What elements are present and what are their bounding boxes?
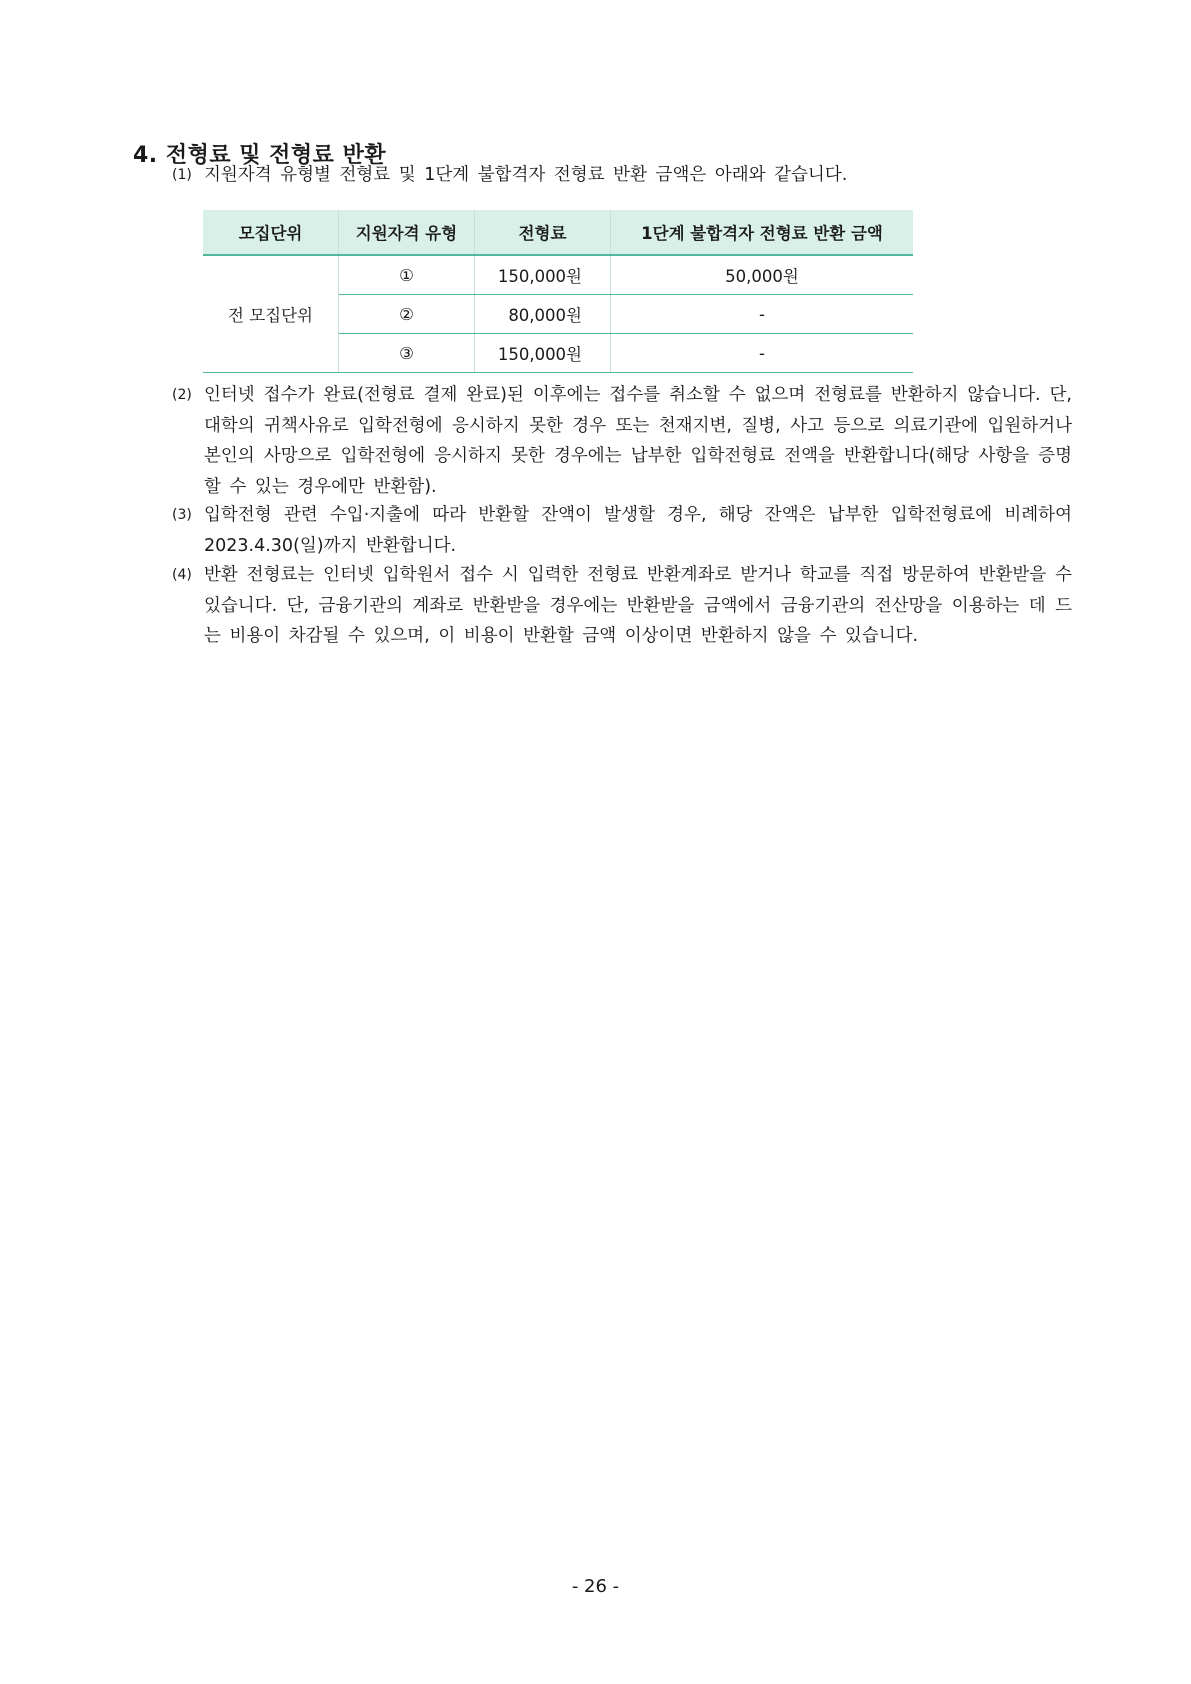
item-number: (3) [172,507,192,523]
refund-cell: - [611,334,914,373]
item-number: (1) [172,167,192,183]
table-row [203,255,913,295]
header-type: 지원자격 유형 [339,210,475,255]
list-item-2 [172,380,1072,502]
page-number: - 26 - [571,1576,620,1597]
list-item-1 [172,160,1072,191]
refund-cell: 50,000원 [611,255,914,295]
header-unit: 모집단위 [203,210,339,255]
list-item-3 [172,500,1072,561]
item-text: 지원자격 유형별 전형료 및 1단계 불합격자 전형료 반환 금액은 아래와 같습니다. [204,165,848,185]
header-fee: 전형료 [475,210,611,255]
fee-cell: 150,000원 [475,255,611,295]
list-item-4 [172,560,1072,652]
refund-cell: - [611,295,914,334]
header-refund: 1단계 불합격자 전형료 반환 금액 [611,210,914,255]
section-heading: 4. 전형료 및 전형료 반환 [133,143,387,168]
item-number: (2) [172,387,192,403]
item-number: (4) [172,567,192,583]
table-header-row [203,210,913,255]
type-cell: ② [339,295,475,334]
fee-table [203,210,913,373]
item-text: 반환 전형료는 인터넷 입학원서 접수 시 입력한 전형료 반환계좌로 받거나 학교를 직접 방문하여 반환받을 수 있습니다. 단, 금융기관의 계좌로 반환받을 경우에는 반환받을 금액에서 금융기관의 전산망을 이용하는 데 드는 비용이 차감될 수 있으며, 이 비용이 반환할 금액 이상이면 반환하지 않을 수 있습니다. [204,565,1072,646]
item-text: 입학전형 관련 수입·지출에 따라 반환할 잔액이 발생할 경우, 해당 잔액은 납부한 입학전형료에 비례하여 2023.4.30(일)까지 반환합니다. [204,505,1072,556]
unit-cell: 전 모집단위 [203,255,339,373]
type-cell: ③ [339,334,475,373]
type-cell: ① [339,255,475,295]
fee-cell: 150,000원 [475,334,611,373]
item-text: 인터넷 접수가 완료(전형료 결제 완료)된 이후에는 접수를 취소할 수 없으며 전형료를 반환하지 않습니다. 단, 대학의 귀책사유로 입학전형에 응시하지 못한 경우 또는 천재지변, 질병, 사고 등으로 의료기관에 입원하거나 본인의 사망으로 입학전형에 응시하지 못한 경우에는 납부한 입학전형료 전액을 반환합니다(해당 사항을 증명할 수 있는 경우에만 반환함). [204,385,1072,497]
fee-cell: 80,000원 [475,295,611,334]
